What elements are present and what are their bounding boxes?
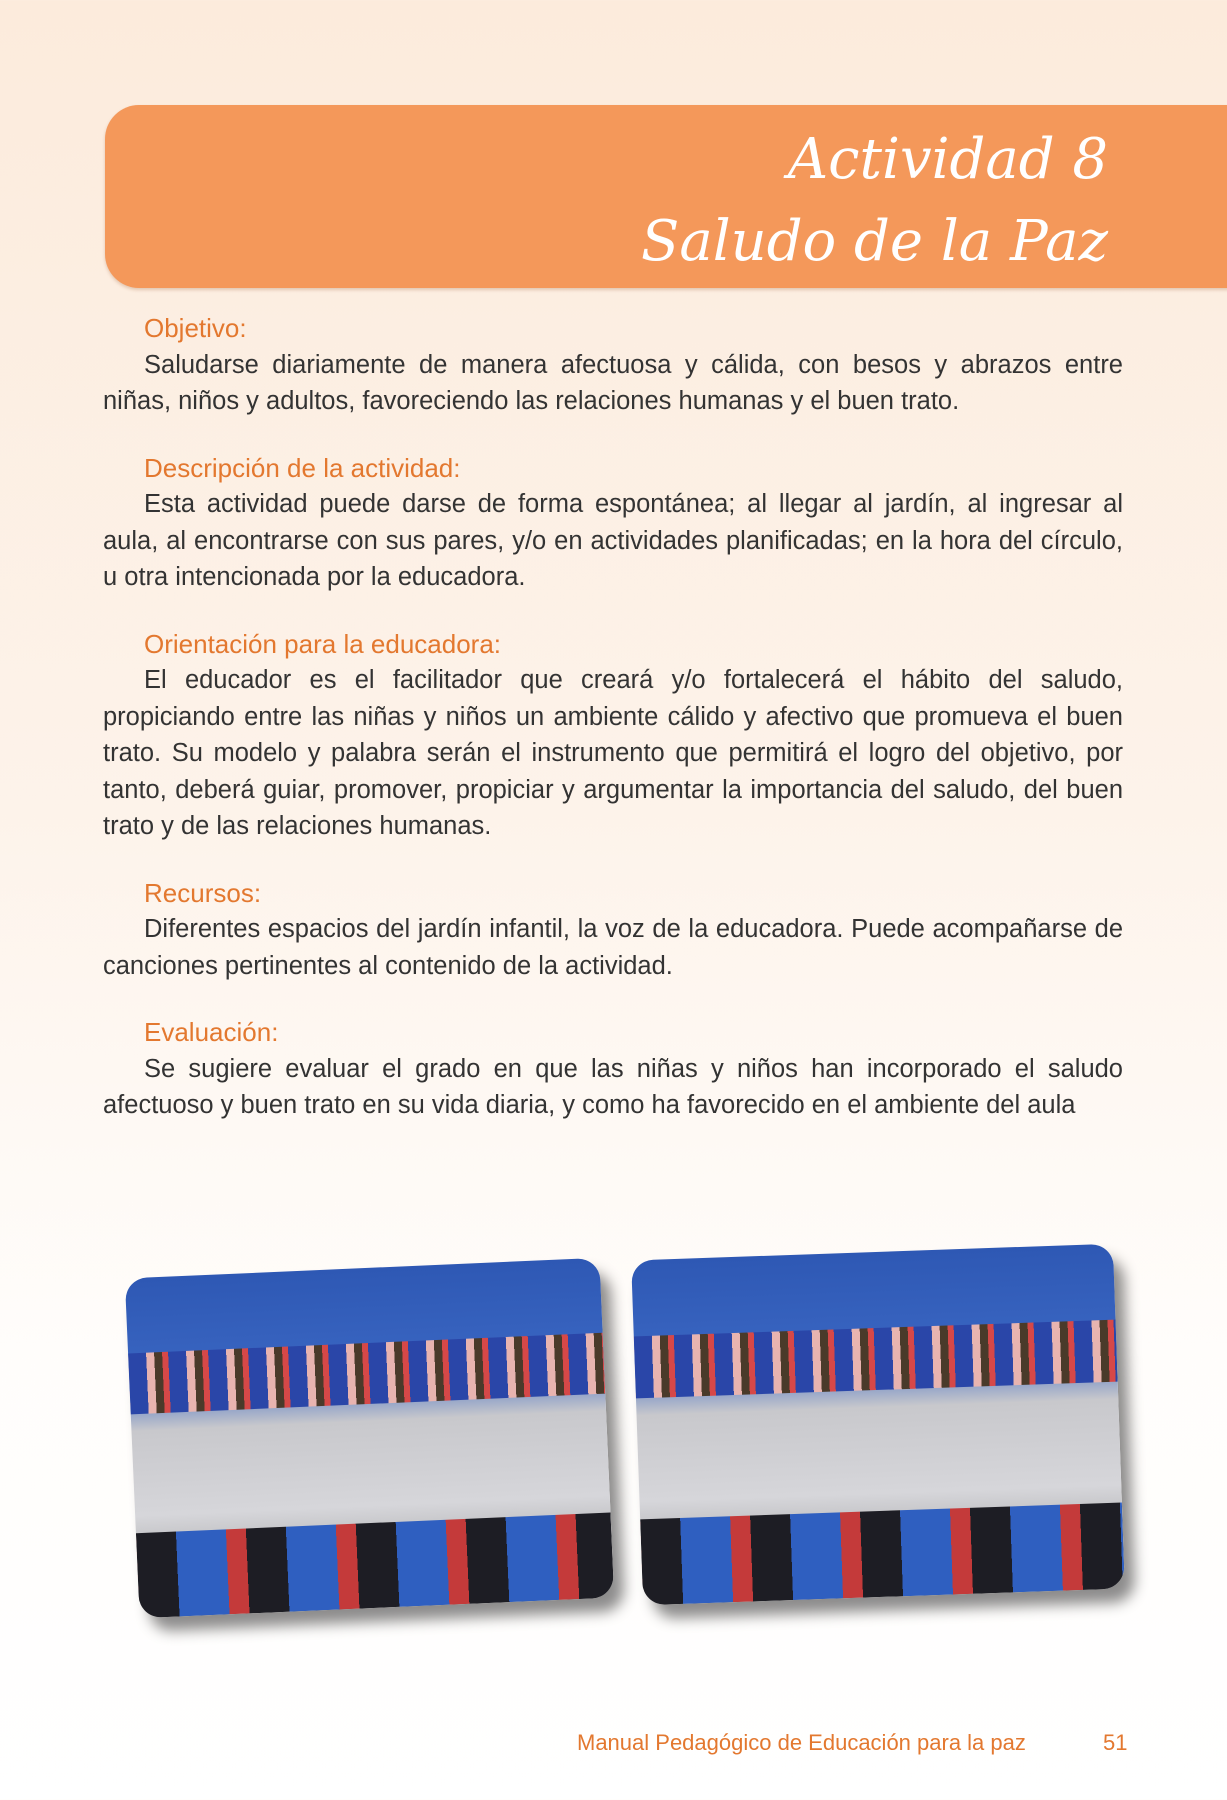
section-heading: Descripción de la actividad: (144, 452, 461, 483)
section-text: Saludarse diariamente de manera afectuosa y cálida, con besos y abrazos entre niñas, niños y adultos, favoreciendo las relaciones humanas y el buen trato. (103, 350, 1123, 415)
activity-content (103, 310, 1123, 1154)
section-evaluacion (103, 1014, 1123, 1124)
section-descripcion (103, 450, 1123, 596)
activity-title: Saludo de la Paz (640, 209, 1108, 274)
section-objetivo (103, 310, 1123, 420)
section-recursos (103, 875, 1123, 985)
section-heading: Evaluación: (144, 1017, 279, 1047)
classroom-circle-photo-2 (631, 1244, 1125, 1606)
section-text: Se sugiere evaluar el grado en que las niñas y niños han incorporado el saludo afectuoso y buen trato en su vida diaria, y como ha favorecido en el ambiente del aula (103, 1054, 1123, 1119)
footer-book-title: Manual Pedagógico de Educación para la paz (577, 1730, 1026, 1755)
children-foreground (136, 1513, 614, 1619)
children-group (634, 1320, 1118, 1399)
section-heading: Objetivo: (144, 313, 247, 343)
children-foreground (640, 1502, 1125, 1605)
activity-number: Actividad 8 (787, 127, 1108, 192)
children-group (128, 1333, 605, 1415)
section-heading: Recursos: (144, 877, 262, 908)
section-text: Diferentes espacios del jardín infantil, la voz de la educadora. Puede acompañarse de canciones pertinentes al contenido de la actividad. (103, 915, 1123, 980)
classroom-circle-photo-1 (125, 1258, 614, 1618)
section-text: El educador es el facilitador que creará y/o fortalecerá el hábito del saludo, propiciando entre las niñas y niños un ambiente cálido y afectivo que promueva el buen trato. Su modelo y palabra serán el instrumento que permitirá el logro del objetivo, por tanto, deberá guiar, promover, propiciar y argumentar la importancia del saludo, del buen trato y de las relaciones humanas. (103, 666, 1123, 840)
section-orientacion (103, 626, 1123, 845)
section-text: Esta actividad puede darse de forma espontánea; al llegar al jardín, al ingresar al aula, al encontrarse con sus pares, y/o en actividades planificadas; en la hora del círculo, u otra intencionada por la educadora. (103, 490, 1123, 591)
activity-title-banner (105, 105, 1227, 288)
section-heading: Orientación para la educadora: (144, 628, 502, 659)
page-number: 51 (1103, 1730, 1128, 1755)
